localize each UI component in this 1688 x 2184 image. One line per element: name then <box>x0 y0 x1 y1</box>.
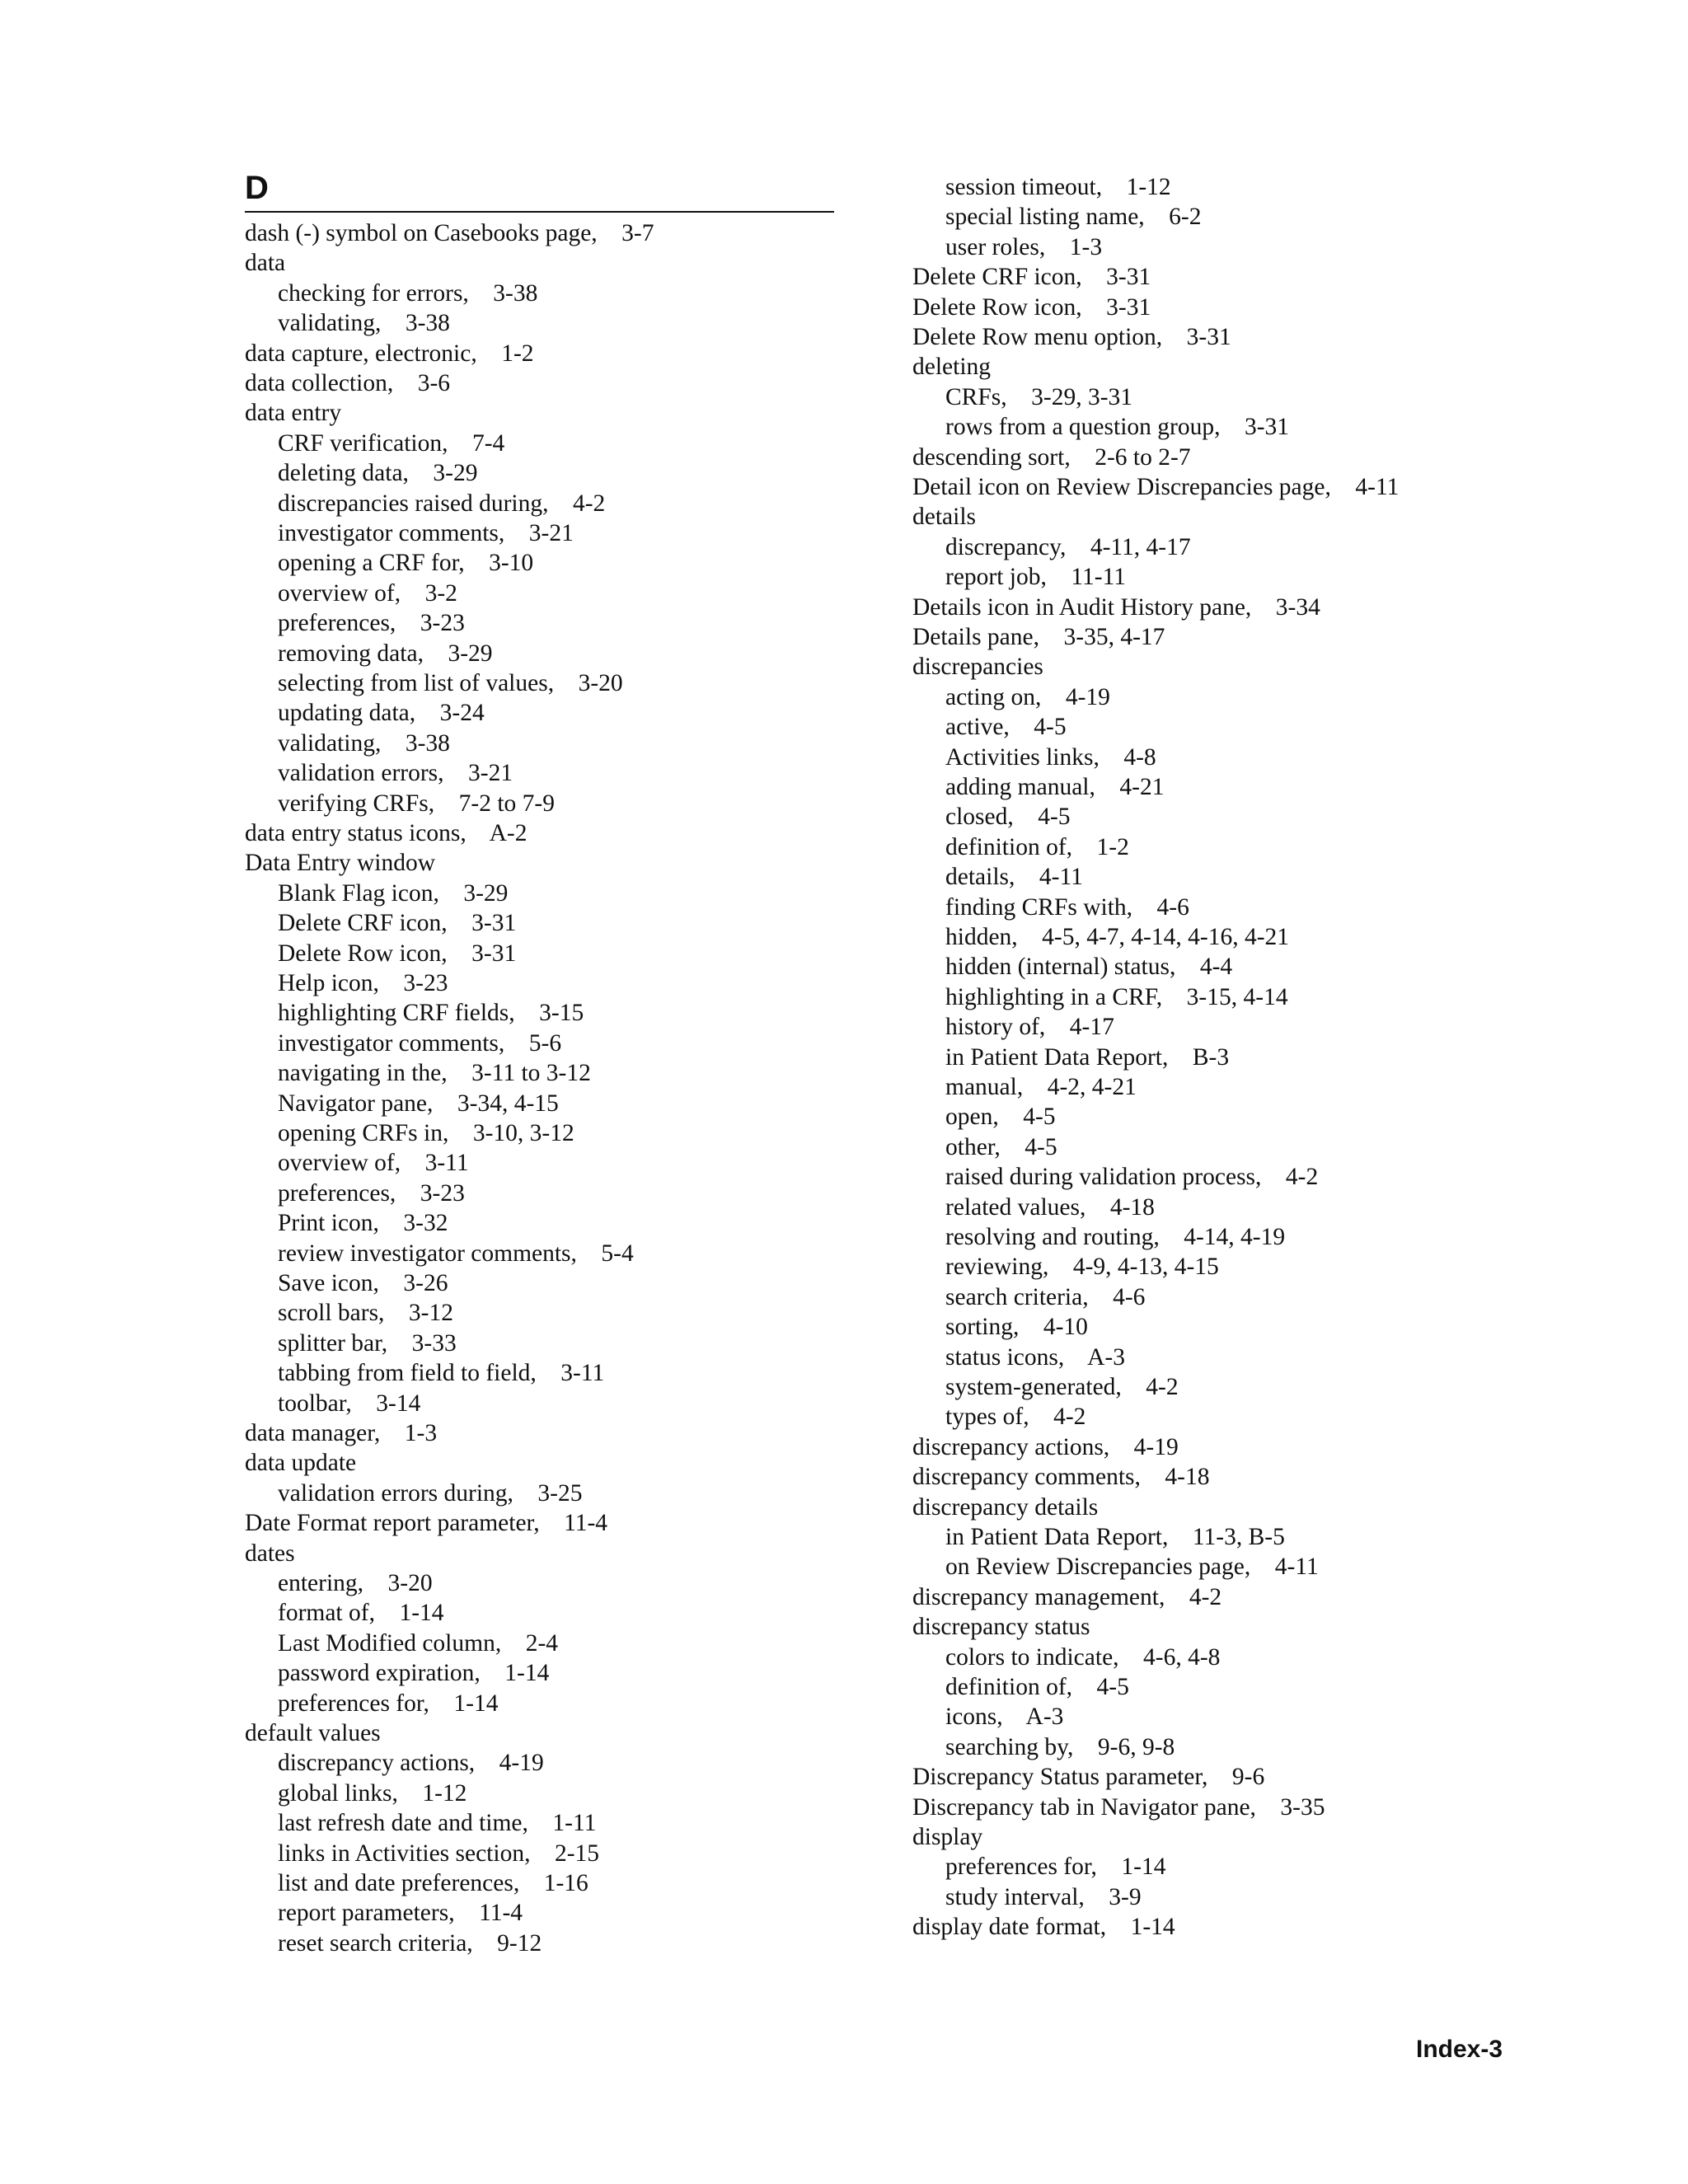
index-subentry: active, 4-5 <box>945 714 1067 741</box>
index-subentry: list and date preferences, 1-16 <box>278 1870 588 1896</box>
index-entry: data collection, 3-6 <box>245 370 451 396</box>
index-subentry: CRF verification, 7-4 <box>278 429 505 457</box>
index-subentry: reviewing, 4-9, 4-13, 4-15 <box>945 1254 1219 1281</box>
index-subentry: highlighting CRF fields, 3-15 <box>278 1000 584 1027</box>
index-subentry: navigating in the, 3-11 to 3-12 <box>278 1060 591 1087</box>
index-subentry: verifying CRFs, 7-2 to 7-9 <box>278 790 555 817</box>
index-subentry: Delete CRF icon, 3-31 <box>278 910 517 937</box>
index-subentry: other, 4-5 <box>945 1133 1057 1160</box>
index-subentry: deleting data, 3-29 <box>278 460 478 487</box>
index-subentry: rows from a question group, 3-31 <box>945 414 1290 441</box>
index-subentry: discrepancy actions, 4-19 <box>278 1750 544 1777</box>
index-subentry: finding CRFs with, 4-6 <box>945 893 1189 921</box>
index-subentry: selecting from list of values, 3-20 <box>278 670 623 696</box>
index-subentry: definition of, 4-5 <box>945 1674 1129 1700</box>
page-number: Index-3 <box>1416 2036 1503 2063</box>
index-subentry: icons, A-3 <box>945 1704 1064 1731</box>
index-entry: Discrepancy tab in Navigator pane, 3-35 <box>912 1793 1325 1821</box>
index-subentry: investigator comments, 3-21 <box>278 520 574 546</box>
index-subentry: Delete Row icon, 3-31 <box>278 940 517 967</box>
index-subentry: related values, 4-18 <box>945 1193 1155 1221</box>
index-subentry: preferences, 3-23 <box>278 610 465 637</box>
index-subentry: manual, 4-2, 4-21 <box>945 1074 1137 1100</box>
index-entry: Data Entry window <box>245 850 436 877</box>
index-entry: discrepancy management, 4-2 <box>912 1583 1222 1610</box>
index-entry: default values <box>245 1720 381 1746</box>
index-subentry: Last Modified column, 2-4 <box>278 1629 559 1657</box>
index-subentry: CRFs, 3-29, 3-31 <box>945 383 1133 410</box>
index-subentry: preferences for, 1-14 <box>945 1854 1166 1881</box>
index-entry: discrepancies <box>912 654 1043 681</box>
index-entry: discrepancy status <box>912 1614 1090 1641</box>
index-entry: descending sort, 2-6 to 2-7 <box>912 443 1191 471</box>
index-subentry: global links, 1-12 <box>278 1779 467 1807</box>
index-subentry: types of, 4-2 <box>945 1404 1086 1431</box>
index-subentry: Activities links, 4-8 <box>945 743 1156 771</box>
index-entry: data capture, electronic, 1-2 <box>245 340 534 367</box>
section-rule <box>245 211 834 213</box>
index-subentry: preferences for, 1-14 <box>278 1690 499 1717</box>
index-entry: data entry <box>245 400 342 427</box>
index-subentry: Save icon, 3-26 <box>278 1270 448 1296</box>
index-subentry: investigator comments, 5-6 <box>278 1029 562 1057</box>
index-subentry: format of, 1-14 <box>278 1600 444 1627</box>
index-subentry: special listing name, 6-2 <box>945 204 1202 231</box>
index-subentry: search criteria, 4-6 <box>945 1283 1146 1310</box>
index-subentry: validating, 3-38 <box>278 310 450 337</box>
index-entry: details <box>912 504 977 531</box>
index-subentry: checking for errors, 3-38 <box>278 279 538 307</box>
index-entry: Details pane, 3-35, 4-17 <box>912 624 1165 650</box>
index-subentry: status icons, A-3 <box>945 1343 1125 1371</box>
index-subentry: tabbing from field to field, 3-11 <box>278 1360 605 1387</box>
index-subentry: session timeout, 1-12 <box>945 174 1171 200</box>
index-subentry: adding manual, 4-21 <box>945 774 1165 800</box>
index-subentry: details, 4-11 <box>945 864 1083 891</box>
index-entry: Date Format report parameter, 11-4 <box>245 1510 608 1537</box>
index-subentry: validation errors, 3-21 <box>278 760 513 787</box>
index-subentry: updating data, 3-24 <box>278 700 485 727</box>
index-subentry: system-generated, 4-2 <box>945 1374 1179 1400</box>
index-entry: discrepancy details <box>912 1493 1099 1521</box>
index-subentry: scroll bars, 3-12 <box>278 1300 454 1327</box>
index-subentry: last refresh date and time, 1-11 <box>278 1810 597 1837</box>
index-subentry: discrepancy, 4-11, 4-17 <box>945 533 1191 560</box>
index-entry: data manager, 1-3 <box>245 1420 438 1446</box>
index-subentry: password expiration, 1-14 <box>278 1660 550 1687</box>
index-subentry: study interval, 3-9 <box>945 1883 1142 1910</box>
index-subentry: on Review Discrepancies page, 4-11 <box>945 1554 1319 1581</box>
index-subentry: closed, 4-5 <box>945 804 1071 831</box>
index-entry: discrepancy comments, 4-18 <box>912 1464 1210 1491</box>
index-entry: discrepancy actions, 4-19 <box>912 1433 1179 1460</box>
index-subentry: links in Activities section, 2-15 <box>278 1840 600 1867</box>
index-entry: Discrepancy Status parameter, 9-6 <box>912 1764 1265 1791</box>
index-subentry: overview of, 3-11 <box>278 1150 469 1177</box>
index-subentry: discrepancies raised during, 4-2 <box>278 490 606 517</box>
index-entry: data entry status icons, A-2 <box>245 820 528 846</box>
index-subentry: raised during validation process, 4-2 <box>945 1164 1319 1191</box>
index-subentry: sorting, 4-10 <box>945 1314 1088 1341</box>
index-subentry: toolbar, 3-14 <box>278 1390 421 1417</box>
index-subentry: history of, 4-17 <box>945 1014 1114 1041</box>
index-subentry: report job, 11-11 <box>945 564 1127 591</box>
index-entry: Delete Row icon, 3-31 <box>912 293 1151 321</box>
index-subentry: Navigator pane, 3-34, 4-15 <box>278 1090 559 1117</box>
index-entry: data update <box>245 1450 357 1477</box>
index-entry: display date format, 1-14 <box>912 1914 1175 1941</box>
index-entry: data <box>245 250 286 277</box>
index-subentry: definition of, 1-2 <box>945 833 1129 860</box>
index-entry: deleting <box>912 354 992 381</box>
index-subentry: overview of, 3-2 <box>278 579 457 607</box>
index-entry: display <box>912 1824 983 1850</box>
index-subentry: validating, 3-38 <box>278 729 450 757</box>
index-subentry: entering, 3-20 <box>278 1570 433 1596</box>
index-entry: Delete CRF icon, 3-31 <box>912 264 1151 291</box>
index-subentry: opening CRFs in, 3-10, 3-12 <box>278 1120 574 1146</box>
index-subentry: preferences, 3-23 <box>278 1179 465 1207</box>
section-letter: D <box>245 170 269 206</box>
index-subentry: removing data, 3-29 <box>278 640 493 667</box>
index-subentry: Help icon, 3-23 <box>278 970 448 996</box>
index-subentry: resolving and routing, 4-14, 4-19 <box>945 1224 1286 1250</box>
index-subentry: splitter bar, 3-33 <box>278 1329 457 1357</box>
index-subentry: hidden (internal) status, 4-4 <box>945 954 1233 981</box>
index-entry: Detail icon on Review Discrepancies page, 4-11 <box>912 474 1400 500</box>
index-subentry: in Patient Data Report, 11-3, B-5 <box>945 1524 1285 1550</box>
index-subentry: open, 4-5 <box>945 1104 1056 1131</box>
index-subentry: Blank Flag icon, 3-29 <box>278 879 509 907</box>
index-entry: dates <box>245 1540 295 1567</box>
index-subentry: user roles, 1-3 <box>945 233 1103 260</box>
index-entry: dash (-) symbol on Casebooks page, 3-7 <box>245 220 654 246</box>
index-subentry: colors to indicate, 4-6, 4-8 <box>945 1643 1221 1671</box>
index-subentry: report parameters, 11-4 <box>278 1900 523 1927</box>
index-subentry: review investigator comments, 5-4 <box>278 1240 634 1267</box>
index-subentry: acting on, 4-19 <box>945 683 1110 710</box>
index-entry: Delete Row menu option, 3-31 <box>912 324 1231 350</box>
index-subentry: highlighting in a CRF, 3-15, 4-14 <box>945 983 1288 1010</box>
index-subentry: reset search criteria, 9-12 <box>278 1929 542 1957</box>
index-entry: Details icon in Audit History pane, 3-34 <box>912 593 1320 621</box>
index-subentry: validation errors during, 3-25 <box>278 1479 583 1507</box>
index-subentry: opening a CRF for, 3-10 <box>278 550 534 577</box>
index-subentry: in Patient Data Report, B-3 <box>945 1043 1230 1071</box>
index-subentry: Print icon, 3-32 <box>278 1210 448 1237</box>
index-subentry: hidden, 4-5, 4-7, 4-14, 4-16, 4-21 <box>945 924 1290 950</box>
index-subentry: searching by, 9-6, 9-8 <box>945 1733 1175 1760</box>
